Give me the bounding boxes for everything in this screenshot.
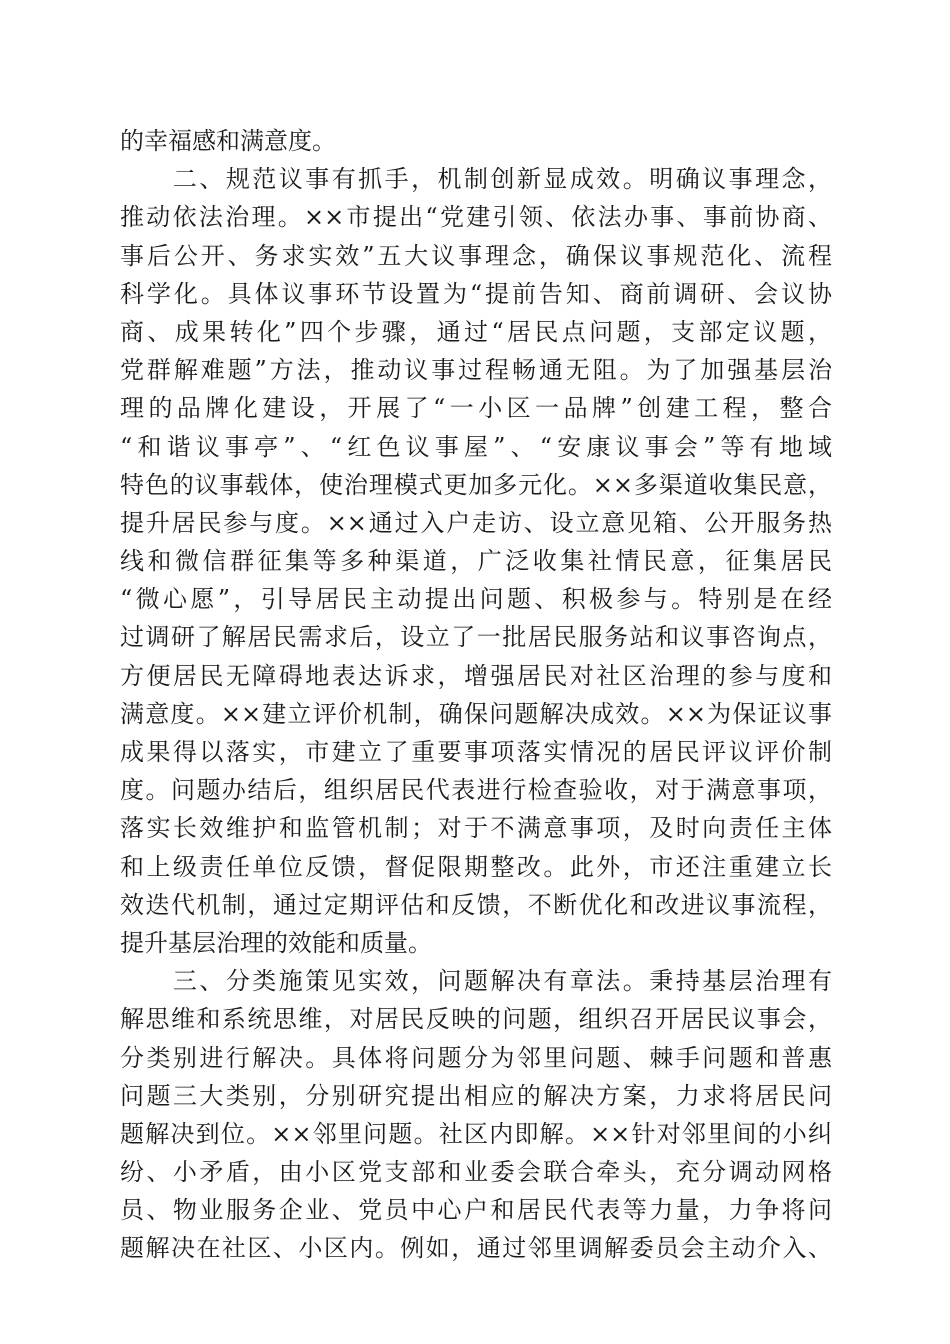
text-line: 党群解难题”方法，推动议事过程畅通无阻。为了加强基层治 — [120, 356, 832, 385]
text-line: 成果得以落实，市建立了重要事项落实情况的居民评议评价制 — [120, 738, 832, 766]
text-line: 度。问题办结后，组织居民代表进行检查验收，对于满意事项， — [120, 776, 832, 805]
text-line: 的幸福感和满意度。 — [120, 127, 336, 155]
text-line: 事后公开、务求实效”五大议事理念，确保议事规范化、流程 — [120, 241, 832, 270]
text-line: 过调研了解居民需求后，设立了一批居民服务站和议事咨询点， — [120, 623, 832, 652]
text-line: 提升居民参与度。××通过入户走访、设立意见箱、公开服务热 — [120, 508, 832, 537]
text-line: 推动依法治理。××市提出“党建引领、依法办事、事前协商、 — [120, 203, 832, 232]
text-line: 和上级责任单位反馈，督促限期整改。此外，市还注重建立长 — [120, 852, 832, 881]
text-line: 提升基层治理的效能和质量。 — [120, 928, 432, 957]
text-line: 满意度。××建立评价机制，确保问题解决成效。××为保证议事 — [120, 699, 832, 728]
text-line: 题解决在社区、小区内。例如，通过邻里调解委员会主动介入、 — [120, 1234, 832, 1263]
document-body — [120, 122, 832, 1268]
text-line: 线和微信群征集等多种渠道，广泛收集社情民意，征集居民 — [120, 547, 832, 576]
text-line: 方便居民无障碍地表达诉求，增强居民对社区治理的参与度和 — [120, 661, 832, 690]
text-line: 解思维和系统思维，对居民反映的问题，组织召开居民议事会， — [120, 1005, 832, 1034]
text-line: 特色的议事载体，使治理模式更加多元化。××多渠道收集民意， — [120, 470, 832, 499]
text-line: 问题三大类别，分别研究提出相应的解决方案，力求将居民问 — [120, 1081, 832, 1110]
text-line: “和谐议事亭”、“红色议事屋”、“安康议事会”等有地域 — [120, 432, 832, 461]
text-line: 纷、小矛盾，由小区党支部和业委会联合牵头，充分调动网格 — [120, 1158, 832, 1187]
text-line: 分类别进行解决。具体将问题分为邻里问题、棘手问题和普惠 — [120, 1043, 832, 1072]
text-line: 理的品牌化建设，开展了“一小区一品牌”创建工程，整合 — [120, 394, 832, 423]
text-line: 落实长效维护和监管机制；对于不满意事项，及时向责任主体 — [120, 814, 832, 843]
text-line: 科学化。具体议事环节设置为“提前告知、商前调研、会议协 — [120, 279, 832, 308]
text-line: 题解决到位。××邻里问题。社区内即解。××针对邻里间的小纠 — [120, 1119, 832, 1148]
text-line: 效迭代机制，通过定期评估和反馈，不断优化和改进议事流程， — [120, 890, 832, 919]
text-line: 员、物业服务企业、党员中心户和居民代表等力量，力争将问 — [120, 1196, 832, 1225]
text-line: 商、成果转化”四个步骤，通过“居民点问题，支部定议题， — [120, 317, 832, 346]
text-line: 三、分类施策见实效，问题解决有章法。秉持基层治理有 — [120, 967, 832, 996]
text-line: “微心愿”，引导居民主动提出问题、积极参与。特别是在经 — [120, 585, 832, 614]
text-line: 二、规范议事有抓手，机制创新显成效。明确议事理念， — [120, 165, 832, 194]
